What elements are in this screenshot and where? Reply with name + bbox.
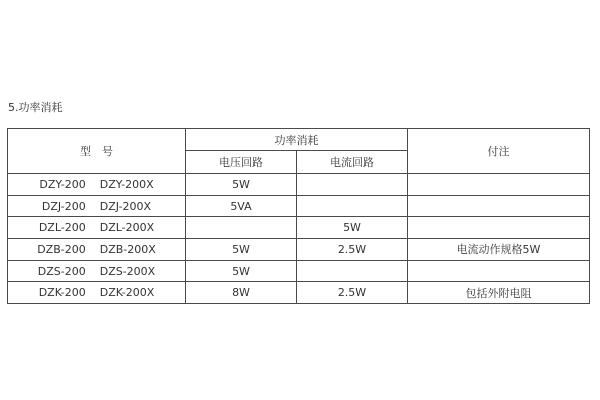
model-name-x: DZS-200X: [99, 264, 156, 278]
table-header-row-top: [8, 129, 590, 151]
model-name-x: DZL-200X: [99, 221, 155, 235]
voltage-circuit-cell: [186, 217, 297, 239]
voltage-circuit-cell: 5W: [186, 174, 297, 196]
model-name-x: DZK-200X: [99, 286, 155, 300]
model-name: DZY-200: [39, 177, 86, 191]
column-header-voltage-circuit: 电压回路: [186, 151, 297, 174]
current-circuit-cell: [297, 195, 408, 217]
current-circuit-cell: 5W: [297, 217, 408, 239]
model-cell: [8, 195, 186, 217]
column-header-power-group: 功率消耗: [186, 129, 408, 151]
notes-cell: [408, 260, 590, 282]
voltage-circuit-cell: 8W: [186, 282, 297, 304]
model-name: DZL-200: [38, 221, 86, 235]
power-consumption-table: [7, 128, 590, 304]
table-row: [8, 239, 590, 261]
table-row: [8, 174, 590, 196]
model-cell: [8, 239, 186, 261]
model-cell: [8, 174, 186, 196]
voltage-circuit-cell: 5VA: [186, 195, 297, 217]
notes-cell: [408, 217, 590, 239]
model-name-x: DZY-200X: [99, 177, 154, 191]
notes-cell: 电流动作规格5W: [408, 239, 590, 261]
model-name: DZB-200: [37, 242, 86, 256]
model-cell: [8, 217, 186, 239]
voltage-circuit-cell: 5W: [186, 260, 297, 282]
model-name-x: DZB-200X: [99, 242, 156, 256]
model-cell: [8, 282, 186, 304]
table-row: [8, 260, 590, 282]
column-header-notes: 付注: [408, 129, 590, 174]
model-name-x: DZJ-200X: [99, 199, 152, 213]
column-header-current-circuit: 电流回路: [297, 151, 408, 174]
current-circuit-cell: 2.5W: [297, 239, 408, 261]
column-header-model: 型 号: [8, 129, 186, 174]
current-circuit-cell: 2.5W: [297, 282, 408, 304]
table-row: [8, 195, 590, 217]
model-name: DZS-200: [37, 264, 86, 278]
notes-cell: 包括外附电阻: [408, 282, 590, 304]
model-name: DZJ-200: [41, 199, 86, 213]
table-row: [8, 282, 590, 304]
model-name: DZK-200: [38, 286, 86, 300]
table-row: [8, 217, 590, 239]
current-circuit-cell: [297, 260, 408, 282]
voltage-circuit-cell: 5W: [186, 239, 297, 261]
notes-cell: [408, 195, 590, 217]
model-cell: [8, 260, 186, 282]
section-heading: 5.功率消耗: [8, 101, 63, 114]
current-circuit-cell: [297, 174, 408, 196]
notes-cell: [408, 174, 590, 196]
